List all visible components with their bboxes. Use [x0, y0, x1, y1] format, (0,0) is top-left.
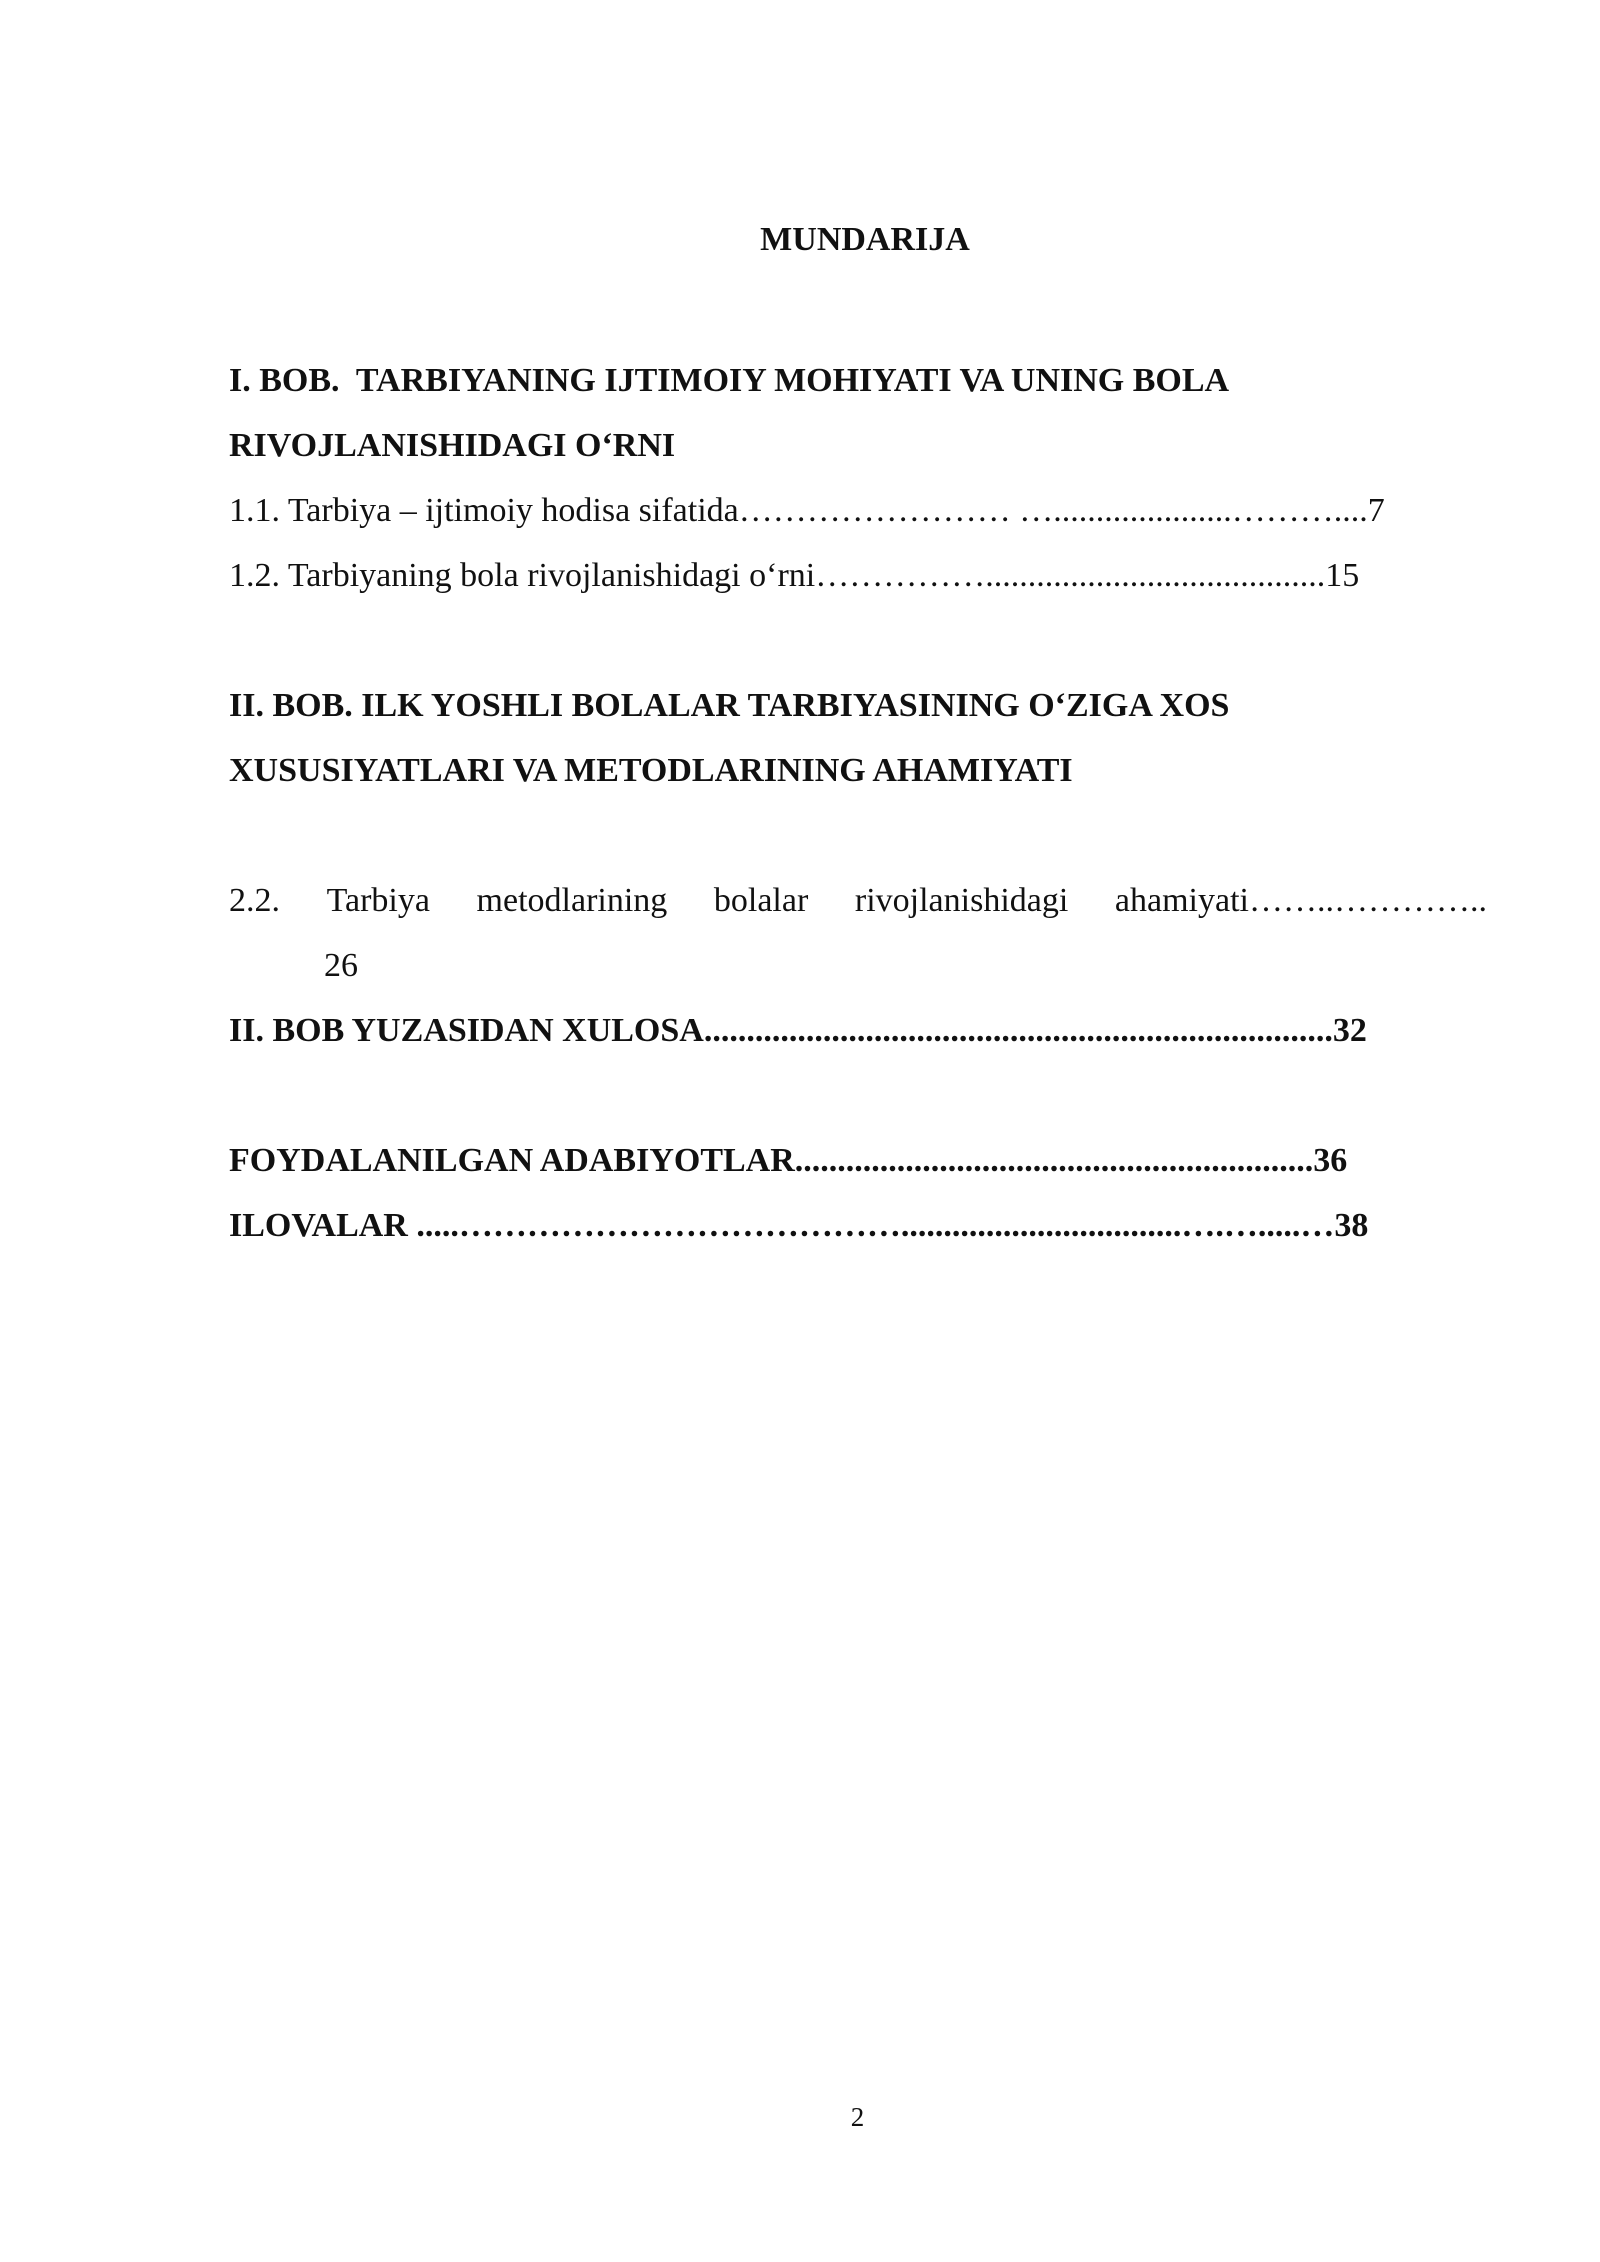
- toc-entry-appendices: ILOVALAR .....………………………………….................................….….....…38: [229, 1207, 1369, 1244]
- toc-chapter-1-heading-line1: I. BOB. TARBIYANING IJTIMOIY MOHIYATI VA UNING BOLA: [229, 362, 1230, 399]
- toc-entry-chapter-1-conclusion: [229, 608, 1487, 673]
- page-number: 2: [850, 2102, 865, 2132]
- toc-chapter-1-heading-line2: RIVOJLANISHIDAGI O‘RNI: [229, 427, 676, 464]
- toc-entry-1-1: 1.1. Tarbiya – ijtimoiy hodisa sifatida…………………… ….....................………....7: [229, 492, 1385, 529]
- toc-entry-word: 2.2.: [229, 882, 280, 919]
- toc-entry-word: bolalar: [713, 882, 809, 919]
- toc-title: MUNDARIJA: [760, 221, 970, 258]
- toc-entry-conclusions: [229, 1063, 1487, 1128]
- toc-entry-references: FOYDALANILGAN ADABIYOTLAR.............................................................36: [229, 1142, 1348, 1179]
- toc-entry-word: ahamiyati……..…………..: [1114, 882, 1487, 919]
- toc-entry-1-2: 1.2. Tarbiyaning bola rivojlanishidagi o‘rni……………........................................15: [229, 557, 1360, 594]
- toc-entry-word: metodlarining: [476, 882, 668, 919]
- toc-entry-word: Tarbiya: [326, 882, 430, 919]
- toc-entry-2-2: [229, 868, 1487, 933]
- toc-chapter-2-heading-line1: II. BOB. ILK YOSHLI BOLALAR TARBIYASINING O‘ZIGA XOS: [229, 687, 1230, 724]
- toc-entry-2-2-page: 26: [324, 947, 358, 984]
- toc-chapter-2-heading-line2: XUSUSIYATLARI VA METODLARINING AHAMIYATI: [229, 752, 1073, 789]
- toc-entry-chapter-2-conclusion: II. BOB YUZASIDAN XULOSA..........................................................................32: [229, 1012, 1367, 1049]
- toc-entry-kirish: [229, 283, 1487, 348]
- table-of-contents: [229, 283, 1487, 1258]
- toc-entry-word: rivojlanishidagi: [854, 882, 1069, 919]
- toc-entry-2-1: [229, 803, 1487, 868]
